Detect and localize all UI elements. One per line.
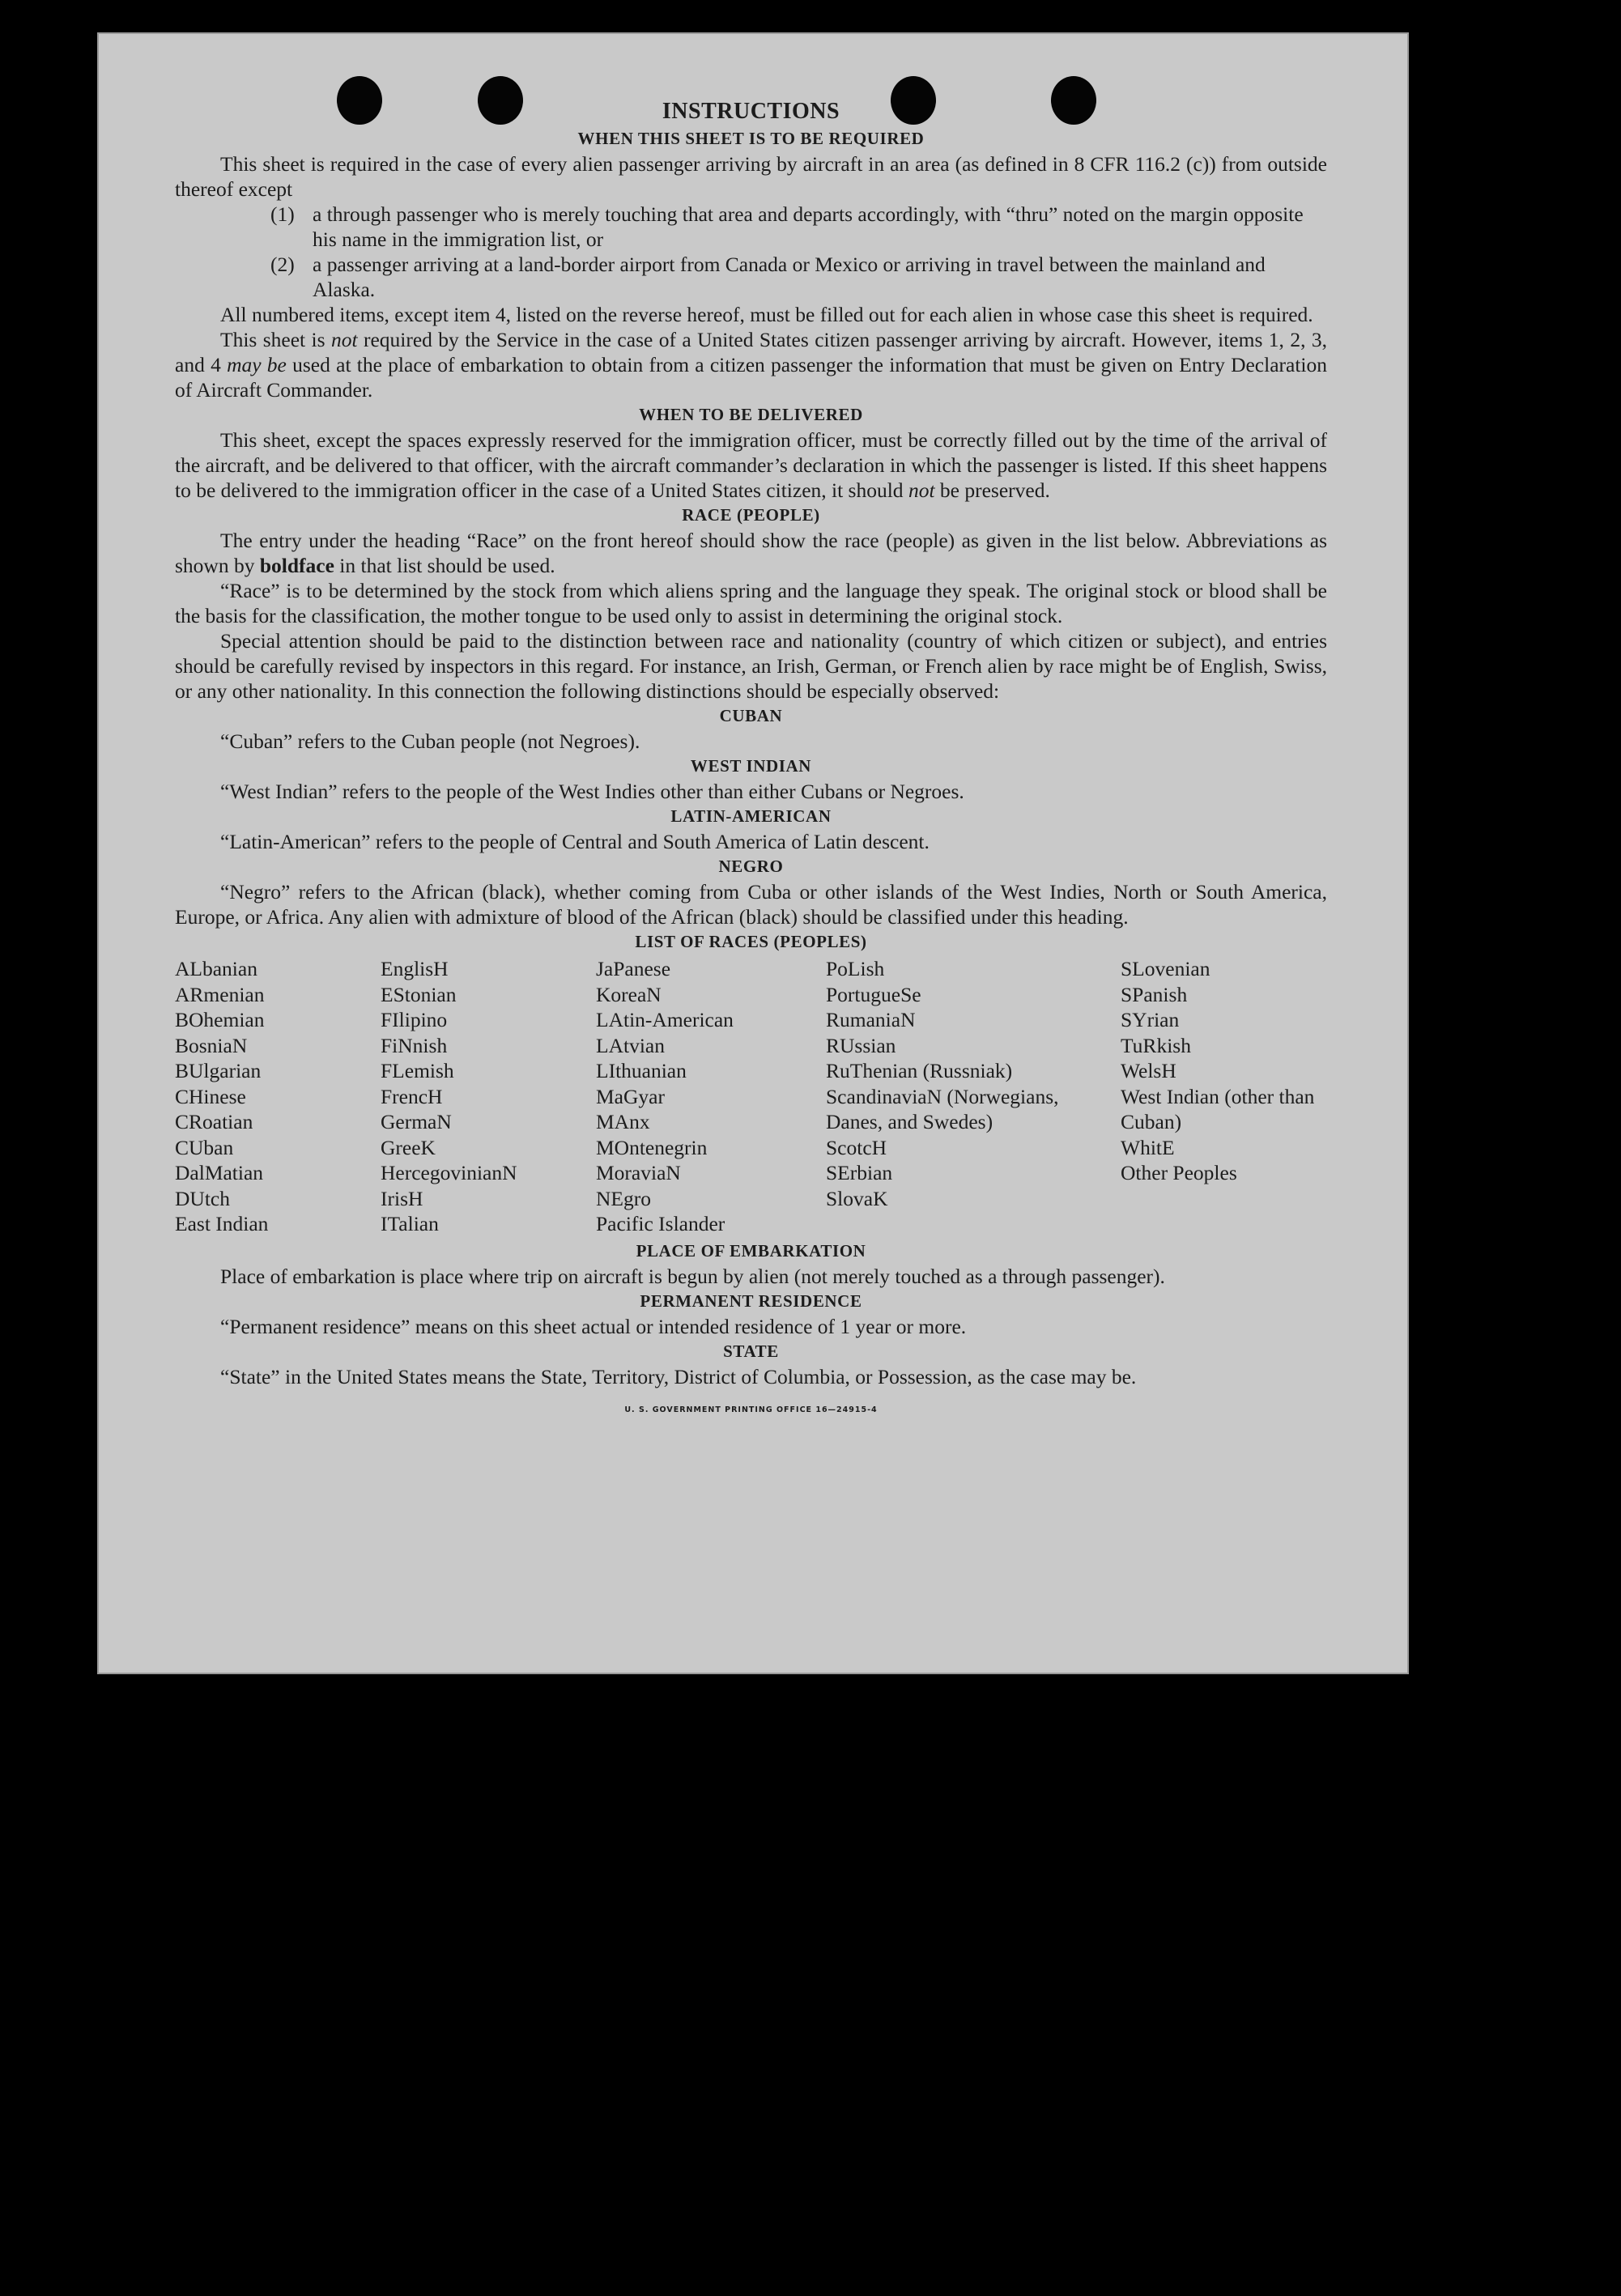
race-entry: ARmenian (175, 982, 265, 1006)
race-entry: SYrian (1121, 1008, 1180, 1031)
paragraph: “State” in the United States means the State, Territory, District of Columbia, or Possession, as the case may be. (220, 1364, 1137, 1388)
page-title: INSTRUCTIONS (662, 99, 840, 124)
race-entry: PortugueSe (826, 982, 921, 1006)
heading-list-of-races: LIST OF RACES (PEOPLES) (635, 932, 867, 951)
item-text: a passenger arriving at a land-border airport from Canada or Mexico or arriving in travel between the mainland and Alaska. (313, 253, 1266, 301)
race-entry: SPanish (1121, 982, 1188, 1006)
paragraph (175, 528, 1327, 578)
paragraph: All numbered items, except item 4, listed on the reverse hereof, must be filled out for each alien in whose case this sheet is required. (220, 303, 1313, 326)
race-entry: TuRkish (1121, 1033, 1191, 1057)
bold-text: boldface (259, 554, 334, 577)
race-entry: ITalian (381, 1212, 439, 1235)
race-entry: SlovaK (826, 1186, 888, 1210)
emphasis: not (330, 328, 358, 351)
race-entry: SErbian (826, 1161, 893, 1184)
item-number: (1) (270, 202, 295, 226)
races-column (1121, 956, 1327, 1237)
race-entry: GreeK (381, 1135, 436, 1159)
race-entry: SLovenian (1121, 957, 1210, 980)
race-entry: CUban (175, 1135, 234, 1159)
race-entry: RumaniaN (826, 1008, 916, 1031)
heading-negro: NEGRO (718, 857, 784, 876)
paragraph (175, 327, 1327, 402)
race-entry: East Indian (175, 1212, 269, 1235)
paragraph: “West Indian” refers to the people of the West Indies other than either Cubans or Negroes. (220, 780, 964, 803)
race-entry: EStonian (381, 982, 457, 1006)
text-run: required by the Service in the case of a United States citizen passenger arriving by aircraft. However, items 1, 2, 3, and 4 (175, 328, 1327, 376)
race-entry: MAnx (596, 1110, 650, 1133)
race-entry: DUtch (175, 1186, 230, 1210)
race-entry: GermaN (381, 1110, 452, 1133)
heading-state: STATE (723, 1341, 779, 1361)
race-entry: FLemish (381, 1059, 454, 1082)
heading-permanent-residence: PERMANENT RESIDENCE (640, 1290, 862, 1311)
heading-when-delivered: WHEN TO BE DELIVERED (639, 405, 863, 424)
race-entry: WhitE (1121, 1135, 1175, 1159)
heading-when-required: WHEN THIS SHEET IS TO BE REQUIRED (577, 129, 925, 148)
race-entry: BUlgarian (175, 1059, 262, 1082)
race-entry: CHinese (175, 1084, 246, 1108)
printer-imprint: U. S. GOVERNMENT PRINTING OFFICE 16—24915-4 (624, 1405, 878, 1414)
race-entry: EnglisH (381, 957, 449, 980)
paragraph: “Latin-American” refers to the people of Central and South America of Latin descent. (220, 830, 930, 853)
paragraph: “Race” is to be determined by the stock from which aliens spring and the language they speak. The original stock or blood shall be the basis for the classification, the mother tongue to be used only to assist in determining the original stock. (175, 579, 1327, 627)
races-column (175, 956, 381, 1237)
race-entry: BosniaN (175, 1033, 248, 1057)
race-entry: KoreaN (596, 982, 662, 1006)
paragraph: Special attention should be paid to the distinction between race and nationality (country of which citizen or subject), and entries should be carefully revised by inspectors in this regard. For instance, an Irish, German, or French alien by race might be of English, Swiss, or any other nationality. In this connection the following distinctions should be especially observed: (175, 629, 1327, 703)
race-entry: WelsH (1121, 1059, 1176, 1082)
heading-latin-american: LATIN-AMERICAN (670, 806, 832, 826)
heading-place-of-embarkation: PLACE OF EMBARKATION (636, 1240, 866, 1261)
race-entry: DalMatian (175, 1161, 264, 1184)
race-entry: MOntenegrin (596, 1135, 708, 1159)
document-sheet (97, 32, 1409, 1674)
races-column (596, 956, 826, 1237)
list-item (175, 202, 1327, 252)
race-entry: FiNnish (381, 1033, 448, 1057)
race-entry: ScandinaviaN (Norwegians, Danes, and Swedes) (826, 1084, 1059, 1133)
paragraph: “Permanent residence” means on this sheet actual or intended residence of 1 year or more. (220, 1314, 967, 1338)
race-entry: BOhemian (175, 1008, 265, 1031)
race-entry: IrisH (381, 1186, 423, 1210)
races-column (826, 956, 1121, 1237)
race-entry: MaGyar (596, 1084, 665, 1108)
race-entry: PoLish (826, 957, 885, 980)
race-entry: FrencH (381, 1084, 443, 1108)
race-entry: JaPanese (596, 957, 671, 980)
race-entry: ALbanian (175, 957, 257, 980)
paragraph: “Negro” refers to the African (black), whether coming from Cuba or other islands of the West Indies, North or South America, Europe, or Africa. Any alien with admixture of blood of the African (black) should be classified under this heading. (175, 880, 1327, 929)
race-entry: FIlipino (381, 1008, 448, 1031)
text-run: This sheet, except the spaces expressly reserved for the immigration officer, must be correctly filled out by the time of the arrival of the aircraft, and be delivered to that officer, with the aircraft commander’s declaration in which the passenger is listed. If this sheet happens to be delivered to the immigration officer in the case of a United States citizen, it should (175, 428, 1327, 502)
heading-cuban: CUBAN (719, 706, 783, 725)
item-text: a through passenger who is merely touching that area and departs accordingly, with “thru” noted on the margin opposite his name in the immigration list, or (313, 202, 1304, 251)
race-entry: NEgro (596, 1186, 651, 1210)
race-entry: LAtin-American (596, 1008, 734, 1031)
race-entry: West Indian (other than Cuban) (1121, 1084, 1315, 1133)
list-item (175, 252, 1327, 302)
emphasis: may be (227, 353, 287, 376)
heading-race: RACE (PEOPLE) (682, 505, 820, 525)
text-run: This sheet is (220, 328, 331, 351)
race-entry: CRoatian (175, 1110, 253, 1133)
heading-west-indian: WEST INDIAN (690, 756, 812, 776)
text-run: in that list should be used. (334, 554, 555, 577)
paragraph (175, 427, 1327, 503)
race-entry: MoraviaN (596, 1161, 681, 1184)
race-entry: HercegovinianN (381, 1161, 517, 1184)
paragraph: Place of embarkation is place where trip on aircraft is begun by alien (not merely touched as a through passenger). (220, 1264, 1165, 1288)
paragraph: This sheet is required in the case of every alien passenger arriving by aircraft in an area (as defined in 8 CFR 116.2 (c)) from outside thereof except (175, 152, 1327, 201)
race-entry: RuThenian (Russniak) (826, 1059, 1013, 1082)
instructions-content (175, 97, 1327, 1422)
text-run: The entry under the heading “Race” on the front hereof should show the race (people) as given in the list below. Abbreviations as shown by (175, 529, 1327, 577)
race-entry: RUssian (826, 1033, 896, 1057)
race-entry: Other Peoples (1121, 1161, 1237, 1184)
races-list (175, 956, 1327, 1237)
race-entry: ScotcH (826, 1135, 887, 1159)
race-entry: LIthuanian (596, 1059, 687, 1082)
race-entry: Pacific Islander (596, 1212, 725, 1235)
text-run: be preserved. (934, 478, 1050, 502)
races-column (381, 956, 596, 1237)
paragraph: “Cuban” refers to the Cuban people (not Negroes). (220, 729, 640, 753)
text-run: used at the place of embarkation to obtain from a citizen passenger the information that must be given on Entry Declaration of Aircraft Commander. (175, 353, 1328, 402)
emphasis: not (908, 478, 935, 502)
race-entry: LAtvian (596, 1033, 665, 1057)
item-number: (2) (270, 253, 295, 276)
